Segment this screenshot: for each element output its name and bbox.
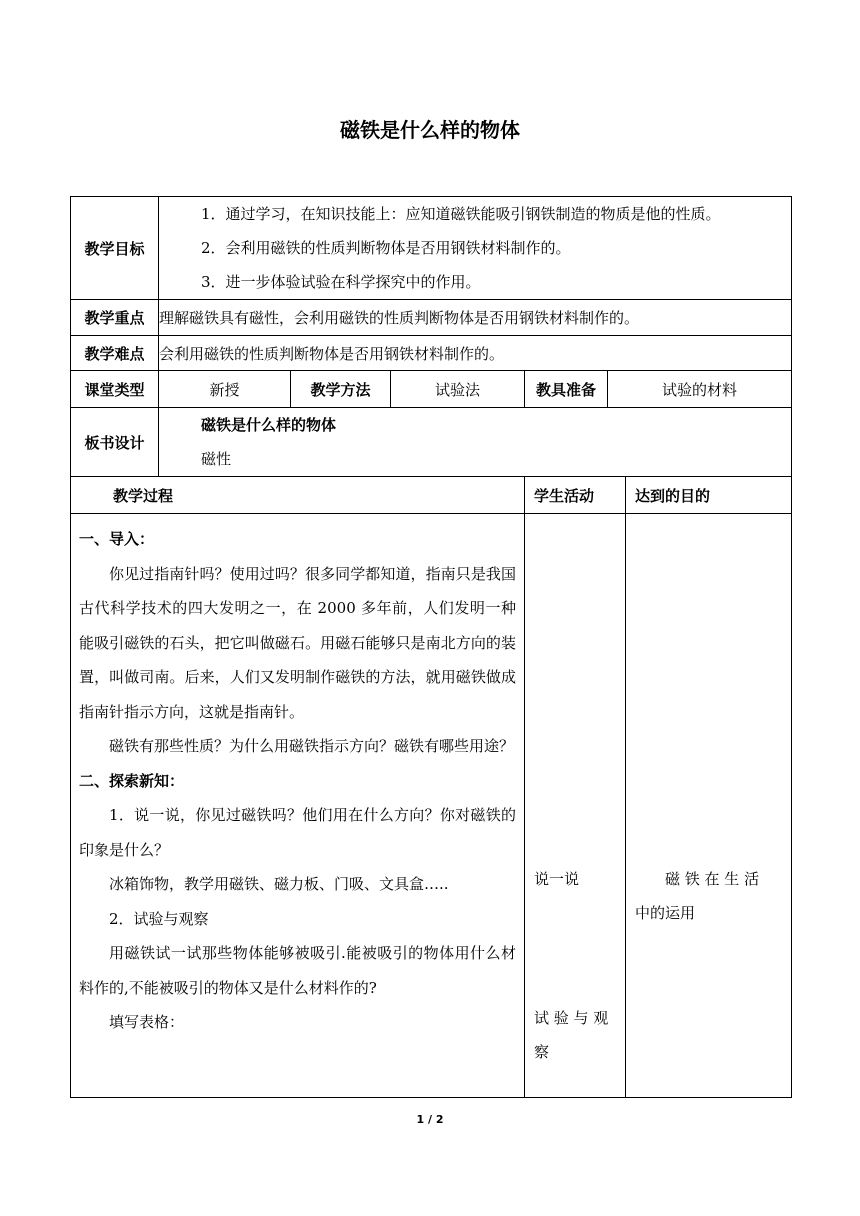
page-number: 1 / 2 — [416, 1113, 444, 1126]
goal-cell — [626, 514, 792, 1098]
paragraph: 你见过指南针吗？使用过吗？很多同学都知道，指南只是我国古代科学技术的四大发明之一，在 2000 多年前，人们发明一种能吸引磁铁的石头，把它叫做磁石。用磁石能够只是南北方向的装置，叫做司南。后来，人们又发明制作磁铁的方法，就用磁铁做成指南针指示方向，这就是指南针。 — [79, 564, 516, 721]
method-value: 试验法 — [391, 371, 525, 408]
goal-header: 达到的目的 — [626, 477, 792, 514]
difficulties-row — [71, 336, 792, 371]
goal-text: 磁 铁 在 生 活 中的运用 — [635, 870, 760, 922]
activity-cell — [525, 514, 626, 1098]
paragraph: 1．说一说，你见过磁铁吗？他们用在什么方向？你对磁铁的印象是什么？ — [79, 806, 516, 859]
section-heading: 一、导入： — [79, 530, 155, 548]
lesson-plan-table — [70, 196, 792, 1098]
objective-item: 1．通过学习，在知识技能上：应知道磁铁能吸引钢铁制造的物质是他的性质。 — [201, 205, 721, 223]
tools-label: 教具准备 — [525, 371, 608, 408]
tools-value: 试验的材料 — [608, 371, 792, 408]
process-row — [71, 514, 792, 1098]
section-heading: 二、探索新知： — [79, 771, 185, 790]
process-header: 教学过程 — [71, 477, 525, 514]
board-sub: 磁性 — [201, 450, 232, 468]
difficulties-label: 教学难点 — [71, 336, 159, 371]
class-type-value: 新授 — [159, 371, 291, 408]
key-points-row — [71, 300, 792, 336]
paragraph: 用磁铁试一试那些物体能够被吸引.能被吸引的物体用什么材料作的,不能被吸引的物体又是什么材料作的? — [79, 944, 516, 997]
activity-text: 说一说 — [534, 870, 580, 888]
process-cell — [71, 514, 525, 1098]
board-cell — [159, 408, 792, 477]
activity-text: 试 验 与 观 察 — [534, 1009, 609, 1061]
activity-header: 学生活动 — [525, 477, 626, 514]
class-info-row — [71, 371, 792, 408]
class-type-label: 课堂类型 — [71, 371, 159, 408]
objectives-cell — [159, 197, 792, 300]
page-title: 磁铁是什么样的物体 — [340, 118, 520, 142]
method-label: 教学方法 — [291, 371, 391, 408]
board-title: 磁铁是什么样的物体 — [201, 416, 337, 434]
paragraph: 2．试验与观察 — [109, 909, 209, 928]
board-label: 板书设计 — [71, 408, 159, 477]
difficulties-text: 会利用磁铁的性质判断物体是否用钢铁材料制作的。 — [159, 336, 792, 371]
objective-item: 3．进一步体验试验在科学探究中的作用。 — [201, 273, 481, 291]
key-points-label: 教学重点 — [71, 300, 159, 336]
objectives-row — [71, 197, 792, 300]
paragraph: 磁铁有那些性质？为什么用磁铁指示方向？磁铁有哪些用途？ — [109, 737, 515, 755]
objectives-label: 教学目标 — [71, 197, 159, 300]
board-row — [71, 408, 792, 477]
paragraph: 填写表格： — [109, 1013, 185, 1031]
objective-item: 2．会利用磁铁的性质判断物体是否用钢铁材料制作的。 — [201, 239, 571, 257]
key-points-text: 理解磁铁具有磁性，会利用磁铁的性质判断物体是否用钢铁材料制作的。 — [159, 300, 792, 336]
paragraph: 冰箱饰物，教学用磁铁、磁力板、门吸、文具盒….. — [109, 875, 449, 893]
process-header-row — [71, 477, 792, 514]
